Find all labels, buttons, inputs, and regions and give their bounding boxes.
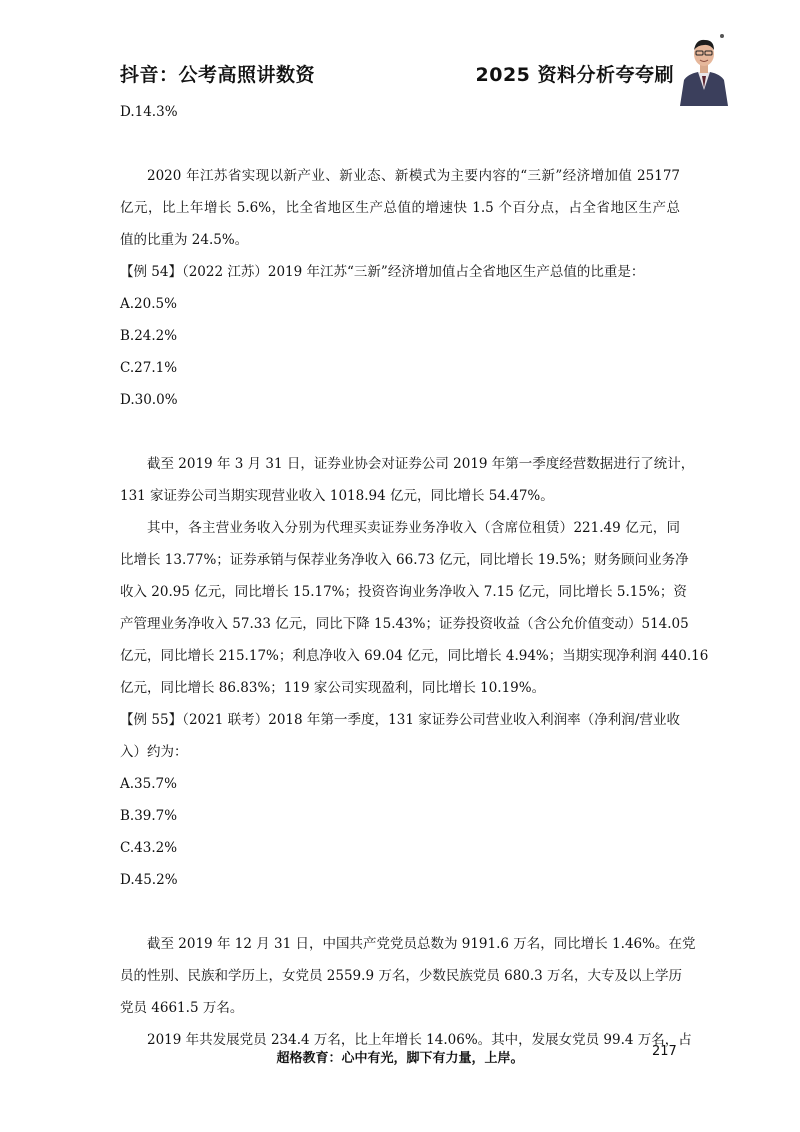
text-line: 截至 2019 年 3 月 31 日，证券业协会对证券公司 2019 年第一季度经营数据进行了统计， [147,456,695,472]
footer-slogan: 超格教育：心中有光，脚下有力量，上岸。 [276,1051,524,1066]
text-line: A.35.7% [120,776,177,792]
text-line: D.45.2% [120,872,178,888]
paragraph-gap [120,416,680,448]
text-line: 131 家证券公司当期实现营业收入 1018.94 亿元，同比增长 54.47%。 [120,488,554,504]
text-line: 亿元，比上年增长 5.6%，比全省地区生产总值的增速快 1.5 个百分点，占全省地区生产总 [120,200,680,216]
text-line: 值的比重为 24.5%。 [120,232,249,248]
paragraph-gap [120,128,680,160]
text-line: D.30.0% [120,392,178,408]
text-line: C.43.2% [120,840,178,856]
presenter-avatar [676,30,732,106]
text-line: 党员 4661.5 万名。 [120,1000,244,1016]
text-line: D.14.3% [120,104,178,120]
text-line: C.27.1% [120,360,178,376]
header-title-right: 2025 资料分析夸夸刷 [475,64,674,86]
text-line: 2019 年共发展党员 234.4 万名，比上年增长 14.06%。其中，发展女党员 99.4 万名，占 [147,1032,692,1048]
text-line: 2020 年江苏省实现以新产业、新业态、新模式为主要内容的“三新”经济增加值 25177 [147,168,680,184]
text-line: 员的性别、民族和学历上，女党员 2559.9 万名，少数民族党员 680.3 万名，大专及以上学历 [120,968,683,984]
text-line: 其中，各主营业务收入分别为代理买卖证券业务净收入（含席位租赁）221.49 亿元，同 [147,520,680,536]
text-line: B.39.7% [120,808,178,824]
text-line: 【例 55】（2021 联考）2018 年第一季度，131 家证券公司营业收入利润率（净利润/营业收 [120,712,680,728]
page-number: 217 [652,1044,677,1059]
text-line: 亿元，同比增长 86.83%；119 家公司实现盈利，同比增长 10.19%。 [120,680,546,696]
text-line: 【例 54】（2022 江苏）2019 年江苏“三新”经济增加值占全省地区生产总值的比重是： [120,264,645,280]
text-line: A.20.5% [120,296,177,312]
document-body [120,96,709,1056]
text-line: B.24.2% [120,328,178,344]
text-line: 入）约为： [120,744,188,760]
paragraph-gap [120,896,680,928]
text-line: 截至 2019 年 12 月 31 日，中国共产党党员总数为 9191.6 万名，同比增长 1.46%。在党 [147,936,696,952]
text-line: 亿元，同比增长 215.17%；利息净收入 69.04 亿元，同比增长 4.94%；当期实现净利润 440.16 [120,648,709,664]
text-line: 收入 20.95 亿元，同比增长 15.17%；投资咨询业务净收入 7.15 亿元，同比增长 5.15%；资 [120,584,687,600]
text-line: 产管理业务净收入 57.33 亿元，同比下降 15.43%；证券投资收益（含公允价值变动）514.05 [120,616,689,632]
header-title-left: 抖音：公考高照讲数资 [120,64,316,86]
text-line: 比增长 13.77%；证券承销与保荐业务净收入 66.73 亿元，同比增长 19.5%；财务顾问业务净 [120,552,689,568]
